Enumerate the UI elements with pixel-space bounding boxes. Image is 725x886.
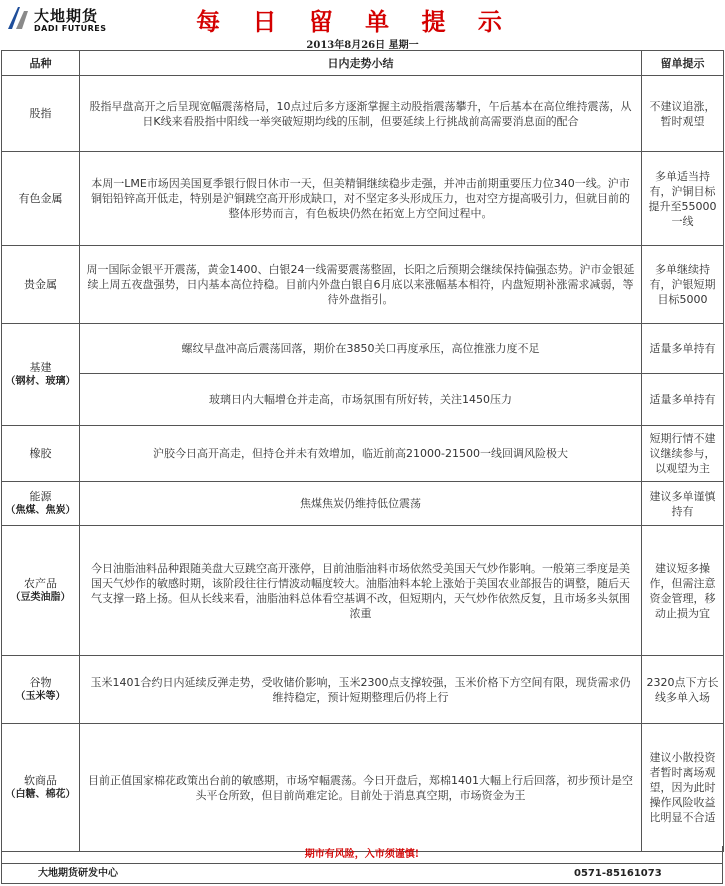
category-label: 谷物	[29, 676, 52, 689]
category-sub-label: （豆类油脂）	[10, 592, 71, 603]
dadi-logo-icon	[6, 5, 30, 31]
report-title: 每 日 留 单 提 示	[196, 7, 514, 36]
row-category	[2, 526, 80, 656]
row-tip: 多单继续持有，沪银短期目标5000	[642, 246, 724, 324]
table-row	[2, 656, 724, 724]
row-tip: 不建议追涨，暂时观望	[642, 76, 724, 152]
row-category	[2, 426, 80, 482]
logo-en-text: DADI FUTURES	[34, 24, 107, 33]
category-sub-label: （玉米等）	[15, 691, 66, 702]
row-category	[2, 656, 80, 724]
table-row	[2, 374, 724, 426]
org-name: 大地期货研发中心	[38, 868, 118, 879]
row-summary: 玻璃日内大幅增仓并走高，市场氛围有所好转，关注1450压力	[80, 374, 642, 426]
category-label: 能源	[29, 490, 52, 503]
header-tip: 留单提示	[642, 51, 724, 76]
row-tip: 2320点下方长线多单入场	[642, 656, 724, 724]
row-tip: 适量多单持有	[642, 374, 724, 426]
category-label: 农产品	[24, 577, 57, 590]
contact-phone: 0571-85161073	[574, 868, 662, 879]
category-label: 有色金属	[18, 192, 63, 205]
table-row	[2, 426, 724, 482]
row-summary: 股指早盘高开之后呈现宽幅震荡格局，10点过后多方逐渐掌握主动股指震荡攀升，午后基本在高位维持震荡，从日K线来看股指中阳线一举突破短期均线的压制，但要延续上行挑战前高需要消息面的配合	[80, 76, 642, 152]
row-summary: 焦煤焦炭仍维持低位震荡	[80, 482, 642, 526]
row-category	[2, 152, 80, 246]
report-date: 2013年8月26日 星期一	[306, 40, 419, 51]
row-summary: 目前正值国家棉花政策出台前的敏感期，市场窄幅震荡。今日开盘后，郑棉1401大幅上行后回落，初步预计是空头平仓所致，但目前尚难定论。目前处于消息真空期，市场资金为王	[80, 724, 642, 852]
header-summary: 日内走势小结	[80, 51, 642, 76]
category-label: 基建	[29, 361, 52, 374]
tips-table	[1, 50, 724, 852]
row-category	[2, 76, 80, 152]
row-summary: 本周一LME市场因美国夏季银行假日休市一天，但美精铜继续稳步走强，并冲击前期重要压力位340一线。沪市铜铝铅锌高开低走，特别是沪铜跳空高开形成缺口，对不坚定多头形成压力，也对空方提高吸引力，但就目前的整体形势而言，有色板块仍然在拓宽上方空间过程中。	[80, 152, 642, 246]
table-header-row	[2, 51, 724, 76]
table-row	[2, 324, 724, 374]
report-header	[0, 0, 725, 34]
logo-cn-text: 大地期货	[34, 7, 99, 25]
row-tip: 适量多单持有	[642, 324, 724, 374]
risk-warning: 期市有风险，入市须谨慎!	[1, 846, 723, 864]
table-row	[2, 526, 724, 656]
category-label: 贵金属	[24, 278, 57, 291]
row-summary: 螺纹早盘冲高后震荡回落，期价在3850关口再度承压，高位推涨力度不足	[80, 324, 642, 374]
row-summary: 今日油脂油料品种跟随美盘大豆跳空高开涨停，目前油脂油料市场依然受美国天气炒作影响。一般第三季度是美国天气炒作的敏感时期，该阶段往往行情波动幅度较大。油脂油料本轮上涨始于美国农业部报告的调整，随后天气支撑一路上扬。但从长线来看，油脂油料总体看空基调不改，但短期内，天气炒作依然反复，且市场多头氛围浓重	[80, 526, 642, 656]
category-label: 软商品	[24, 774, 57, 787]
table-row	[2, 76, 724, 152]
table-row	[2, 724, 724, 852]
table-row	[2, 482, 724, 526]
row-tip: 短期行情不建议继续参与，以观望为主	[642, 426, 724, 482]
row-category	[2, 246, 80, 324]
row-tip: 建议多单谨慎持有	[642, 482, 724, 526]
table-row	[2, 246, 724, 324]
row-tip: 多单适当持有，沪铜目标提升至55000一线	[642, 152, 724, 246]
category-sub-label: （白糖、棉花）	[5, 789, 76, 800]
category-sub-label: （钢材、玻璃）	[5, 376, 76, 387]
row-tip: 建议短多操作，但需注意资金管理，移动止损为宜	[642, 526, 724, 656]
report-footer	[1, 864, 723, 884]
row-summary: 沪胶今日高开高走，但持仓并未有效增加，临近前高21000-21500一线回调风险极大	[80, 426, 642, 482]
company-logo	[6, 5, 126, 33]
row-category	[2, 482, 80, 526]
row-category	[2, 324, 80, 426]
header-category: 品种	[2, 51, 80, 76]
category-label: 橡胶	[29, 447, 52, 460]
row-tip: 建议小散投资者暂时离场观望，因为此时操作风险收益比明显不合适	[642, 724, 724, 852]
category-sub-label: （焦煤、焦炭）	[5, 505, 76, 516]
row-category	[2, 724, 80, 852]
category-label: 股指	[29, 107, 52, 120]
row-summary: 玉米1401合约日内延续反弹走势，受收储价影响，玉米2300点支撑较强，玉米价格下方空间有限，现货需求仍维持稳定，预计短期整理后仍将上行	[80, 656, 642, 724]
table-row	[2, 152, 724, 246]
row-summary: 周一国际金银平开震荡，黄金1400、白银24一线需要震荡整固，长阳之后预期会继续保持偏强态势。沪市金银延续上周五夜盘强势，日内基本高位持稳。目前内外盘白银自6月底以来涨幅基本相符，内盘短期补涨需求减弱，等待外盘指引。	[80, 246, 642, 324]
